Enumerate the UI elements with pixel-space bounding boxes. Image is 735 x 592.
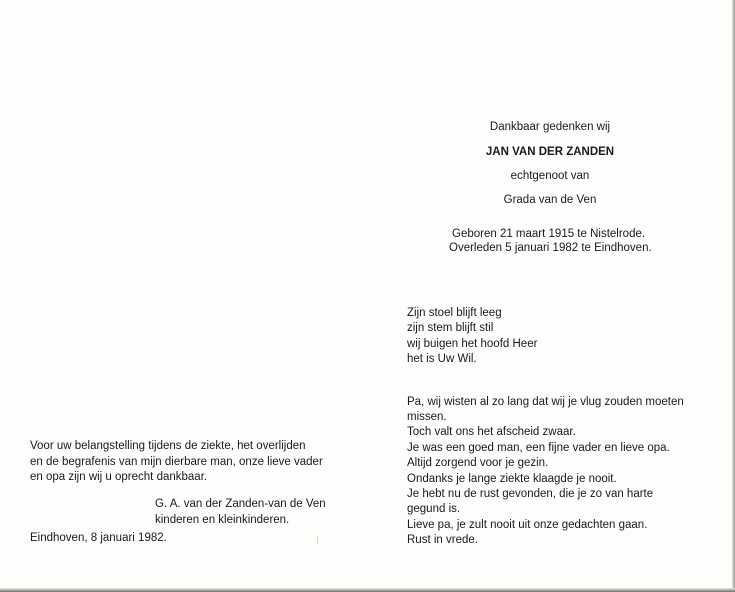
poem-line: zijn stem blijft stil — [407, 322, 494, 334]
intro-text: Dankbaar gedenken wij — [489, 121, 611, 133]
sender-name: G. A. van der Zanden-van de Ven — [155, 498, 326, 510]
thanks-line: Voor uw belangstelling tijdens de ziekte, het overlijden — [30, 440, 306, 452]
family-line: kinderen en kleinkinderen. — [155, 514, 290, 526]
death-line: Overleden 5 januari 1982 te Eindhoven. — [449, 242, 652, 254]
message-line: gegund is. — [407, 503, 461, 515]
message-line: missen. — [407, 411, 447, 423]
card-edge-bottom — [0, 588, 735, 592]
message-line: Rust in vrede. — [407, 534, 478, 546]
poem-line: Zijn stoel blijft leeg — [407, 307, 502, 319]
thanks-line: en de begrafenis van mijn dierbare man, onze lieve vader — [30, 456, 323, 468]
thanks-line: en opa zijn wij u oprecht dankbaar. — [30, 471, 208, 483]
place-date: Eindhoven, 8 januari 1982. — [30, 532, 167, 544]
poem-line: het is Uw Wil. — [407, 353, 477, 365]
birth-line: Geboren 21 maart 1915 te Nistelrode. — [452, 228, 646, 240]
relation-text: echtgenoot van — [510, 170, 590, 182]
message-line: Pa, wij wisten al zo lang dat wij je vlug zouden moeten — [407, 396, 684, 408]
message-line: Je was een goed man, een fijne vader en lieve opa. — [407, 442, 670, 454]
fold-mark — [317, 536, 318, 544]
deceased-name: JAN VAN DER ZANDEN — [485, 146, 615, 158]
message-line: Lieve pa, je zult nooit uit onze gedachten gaan. — [407, 519, 648, 531]
message-line: Je hebt nu de rust gevonden, die je zo van harte — [407, 488, 654, 500]
spouse-name: Grada van de Ven — [503, 194, 597, 206]
message-line: Ondanks je lange ziekte klaagde je nooit. — [407, 473, 617, 485]
message-line: Altijd zorgend voor je gezin. — [407, 457, 549, 469]
message-line: Toch valt ons het afscheid zwaar. — [407, 426, 576, 438]
poem-line: wij buigen het hoofd Heer — [407, 338, 538, 350]
